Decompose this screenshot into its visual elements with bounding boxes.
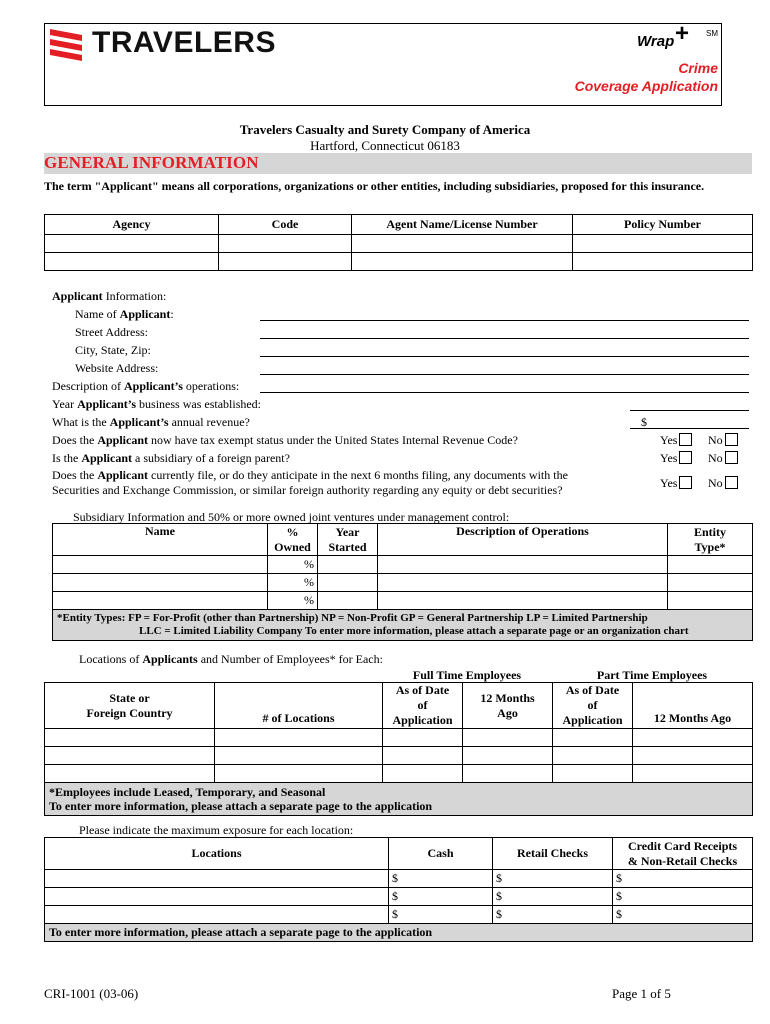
- sub-entity-field[interactable]: [668, 574, 753, 592]
- pt-asof-header: As of Date of Application: [553, 683, 633, 729]
- website-address-input[interactable]: [260, 374, 749, 375]
- pt-12mo-field[interactable]: [633, 765, 753, 783]
- section-title: GENERAL INFORMATION: [44, 153, 259, 172]
- exposure-note: To enter more information, please attach a separate page to the application: [45, 924, 753, 942]
- policy-number-header: Policy Number: [573, 215, 753, 235]
- entity-types-note: *Entity Types: FP = For-Profit (other than Partnership) NP = Non-Profit GP = General Partnership LP = Limited Partnership LLC = Limited Liability Company To enter more information, please attach a separate page or an organization chart: [53, 610, 753, 641]
- location-field[interactable]: [45, 888, 389, 906]
- website-address-label: Website Address:: [75, 361, 159, 375]
- part-time-header: Part Time Employees: [596, 668, 708, 682]
- city-state-zip-label: City, State, Zip:: [75, 343, 151, 357]
- exposure-caption: Please indicate the maximum exposure for each location:: [79, 823, 354, 837]
- ft-12mo-field[interactable]: [463, 747, 553, 765]
- sub-desc-header: Description of Operations: [378, 524, 668, 556]
- policy-number-field[interactable]: [573, 235, 753, 253]
- checkbox-icon[interactable]: [725, 476, 738, 489]
- sub-entity-field[interactable]: [668, 592, 753, 610]
- sub-pct-field[interactable]: %: [268, 556, 318, 574]
- credit-card-field[interactable]: $: [613, 906, 753, 924]
- sub-name-field[interactable]: [53, 592, 268, 610]
- pt-asof-field[interactable]: [553, 765, 633, 783]
- code-field[interactable]: [219, 253, 352, 271]
- full-time-header: Full Time Employees: [412, 668, 522, 682]
- service-mark: SM: [706, 29, 718, 38]
- product-title-line2: Coverage Application: [574, 78, 718, 94]
- foreign-parent-no[interactable]: No: [708, 451, 738, 466]
- num-locations-field[interactable]: [215, 729, 383, 747]
- sec-filing-question-line2: Securities and Exchange Commission, or similar foreign authority regarding any equity or debt securities?: [52, 483, 563, 497]
- sub-year-header: Year Started: [318, 524, 378, 556]
- description-input[interactable]: [260, 392, 749, 393]
- revenue-dollar-sign: $: [641, 415, 647, 429]
- sub-name-field[interactable]: [53, 556, 268, 574]
- tax-exempt-no[interactable]: No: [708, 433, 738, 448]
- cash-field[interactable]: $: [389, 870, 493, 888]
- checkbox-icon[interactable]: [679, 476, 692, 489]
- ft-12mo-field[interactable]: [463, 729, 553, 747]
- agency-field[interactable]: [45, 253, 219, 271]
- sec-filing-question: Does the Applicant currently file, or do they anticipate in the next 6 months filing, any documents with the: [52, 468, 568, 482]
- state-field[interactable]: [45, 729, 215, 747]
- locations-caption: Locations of Applicants and Number of Employees* for Each:: [79, 652, 383, 666]
- page-number: Page 1 of 5: [612, 986, 671, 1001]
- num-locations-field[interactable]: [215, 747, 383, 765]
- state-header: State or Foreign Country: [45, 683, 215, 729]
- foreign-parent-yes[interactable]: Yes: [660, 451, 692, 466]
- retail-field[interactable]: $: [493, 870, 613, 888]
- wrap-text: Wrap: [637, 33, 675, 50]
- credit-card-header: Credit Card Receipts & Non-Retail Checks: [613, 838, 753, 870]
- sub-year-field[interactable]: [318, 592, 378, 610]
- credit-card-field[interactable]: $: [613, 870, 753, 888]
- name-of-applicant-input[interactable]: [260, 320, 749, 321]
- wrap-plus-icon: +: [675, 20, 690, 47]
- sub-pct-field[interactable]: %: [268, 592, 318, 610]
- agent-name-header: Agent Name/License Number: [352, 215, 573, 235]
- num-locations-field[interactable]: [215, 765, 383, 783]
- ft-asof-field[interactable]: [383, 765, 463, 783]
- checkbox-icon[interactable]: [679, 433, 692, 446]
- sub-owned-header: % Owned: [268, 524, 318, 556]
- subsidiary-table: [52, 523, 753, 641]
- checkbox-icon[interactable]: [725, 433, 738, 446]
- exposure-table: [44, 837, 753, 942]
- ft-12months-header: 12 Months Ago: [463, 683, 553, 729]
- pt-12mo-field[interactable]: [633, 747, 753, 765]
- tax-exempt-question: Does the Applicant now have tax exempt status under the United States Internal Revenue Code?: [52, 433, 518, 447]
- ft-asof-header: As of Date of Application: [383, 683, 463, 729]
- location-field[interactable]: [45, 906, 389, 924]
- company-address: Hartford, Connecticut 06183: [310, 138, 460, 153]
- locations-header: Locations: [45, 838, 389, 870]
- sub-year-field[interactable]: [318, 574, 378, 592]
- state-field[interactable]: [45, 747, 215, 765]
- sub-desc-field[interactable]: [378, 592, 668, 610]
- sub-name-field[interactable]: [53, 574, 268, 592]
- tax-exempt-yes[interactable]: Yes: [660, 433, 692, 448]
- location-field[interactable]: [45, 870, 389, 888]
- employees-note: *Employees include Leased, Temporary, and Seasonal To enter more information, please attach a separate page to the application: [45, 783, 753, 816]
- logo-wordmark: TRAVELERS: [92, 26, 276, 59]
- intro-text: The term "Applicant" means all corporations, organizations or other entities, including subsidiaries, proposed for this insurance.: [44, 179, 705, 193]
- cash-field[interactable]: $: [389, 906, 493, 924]
- city-state-zip-input[interactable]: [260, 356, 749, 357]
- agency-header: Agency: [45, 215, 219, 235]
- form-id: CRI-1001 (03-06): [44, 986, 139, 1001]
- ft-12mo-field[interactable]: [463, 765, 553, 783]
- agent-name-field[interactable]: [352, 253, 573, 271]
- num-locations-header: # of Locations: [215, 683, 383, 729]
- checkbox-icon[interactable]: [725, 451, 738, 464]
- description-label: Description of Applicant’s operations:: [52, 379, 240, 393]
- sub-desc-field[interactable]: [378, 574, 668, 592]
- retail-checks-header: Retail Checks: [493, 838, 613, 870]
- agency-table: [44, 214, 753, 271]
- sec-filing-no[interactable]: No: [708, 476, 738, 491]
- subsidiary-caption: Subsidiary Information and 50% or more owned joint ventures under management control:: [73, 510, 510, 524]
- street-address-label: Street Address:: [75, 325, 148, 339]
- pt-asof-field[interactable]: [553, 729, 633, 747]
- foreign-parent-question: Is the Applicant a subsidiary of a foreign parent?: [52, 451, 290, 465]
- sub-year-field[interactable]: [318, 556, 378, 574]
- travelers-logo-icon: [46, 25, 86, 65]
- sec-filing-yes[interactable]: Yes: [660, 476, 692, 491]
- annual-revenue-input[interactable]: [630, 428, 749, 429]
- agent-name-field[interactable]: [352, 235, 573, 253]
- locations-table: [44, 682, 753, 816]
- checkbox-icon[interactable]: [679, 451, 692, 464]
- pt-12months-header: 12 Months Ago: [633, 683, 753, 729]
- company-name: Travelers Casualty and Surety Company of America: [239, 122, 531, 137]
- ft-asof-field[interactable]: [383, 747, 463, 765]
- credit-card-field[interactable]: $: [613, 888, 753, 906]
- applicant-info-label: Applicant Information:: [52, 289, 167, 303]
- retail-field[interactable]: $: [493, 906, 613, 924]
- year-established-label: Year Applicant’s business was established:: [52, 397, 262, 411]
- agency-field[interactable]: [45, 235, 219, 253]
- code-header: Code: [219, 215, 352, 235]
- cash-header: Cash: [389, 838, 493, 870]
- code-field[interactable]: [219, 235, 352, 253]
- pt-asof-field[interactable]: [553, 747, 633, 765]
- sub-name-header: Name: [53, 524, 268, 556]
- sub-entity-field[interactable]: [668, 556, 753, 574]
- retail-field[interactable]: $: [493, 888, 613, 906]
- street-address-input[interactable]: [260, 338, 749, 339]
- annual-revenue-label: What is the Applicant’s annual revenue?: [52, 415, 250, 429]
- pt-12mo-field[interactable]: [633, 729, 753, 747]
- state-field[interactable]: [45, 765, 215, 783]
- policy-number-field[interactable]: [573, 253, 753, 271]
- ft-asof-field[interactable]: [383, 729, 463, 747]
- name-of-applicant-label: Name of Applicant:: [75, 307, 174, 321]
- product-title-line1: Crime: [678, 60, 718, 76]
- year-established-input[interactable]: [630, 410, 749, 411]
- sub-desc-field[interactable]: [378, 556, 668, 574]
- cash-field[interactable]: $: [389, 888, 493, 906]
- sub-entity-header: Entity Type*: [668, 524, 753, 556]
- sub-pct-field[interactable]: %: [268, 574, 318, 592]
